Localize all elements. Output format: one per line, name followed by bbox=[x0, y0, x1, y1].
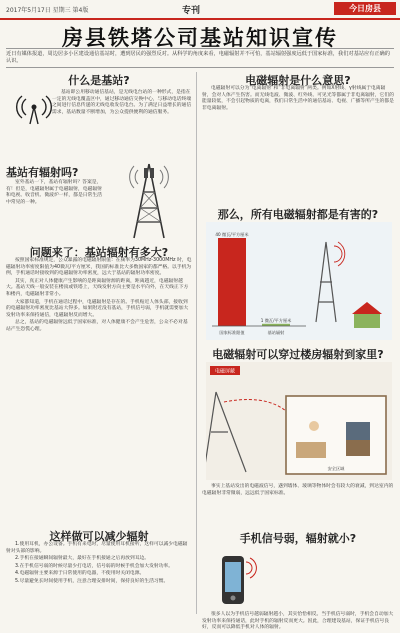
r4-body: 很多人以为手机信号越弱辐射越小，其实恰恰相反。当手机信号弱时，手机会自动加大发射功率来保持通话，此时手机的辐射反而更大。因此，合理建设基站，保证手机信号良好，反而可以降低手机对人体的辐射。 bbox=[202, 612, 394, 631]
column-divider bbox=[196, 72, 197, 614]
sofa-icon bbox=[296, 442, 326, 458]
q1-body-wrap bbox=[52, 90, 192, 117]
lead-paragraph: 近日有媒体报道，周边居多小区建设通信基站时，遭到居民的强烈反对。从科学的角度来看，电磁辐射并不可怕，基站辐射强度远低于国家标准，我们对基站应有正确的认识。 bbox=[6, 48, 394, 68]
q4-tip: 5.尽量避免长时间使用手机，注意合理安排时间，保持良好的生活习惯。 bbox=[15, 578, 169, 584]
chart-value-label: 1 微瓦/平方厘米 bbox=[260, 317, 292, 323]
q3-paragraph: 按照国家标准规定，公众暴露的电磁辐射限值：在频率为30MHz-3000MHz 时，电磁辐射功率密度限值为40微瓦/平方厘米，我国的标准比大多数国家的都严格。以手机为例，手机通话时接收到的电磁辐射功率密度，远大于基站的辐射功率密度。 bbox=[6, 258, 192, 277]
newspaper-brand: 今日房县 bbox=[334, 2, 396, 15]
q3-paragraph: 大家都知道，手机在通话过程中，电磁辐射是存在的。手机贴近人体头部，接收到的电磁辐射功率密度比基站大得多。如果附近没有基站，手机信号弱，手机就需要加大发射功率来保持通信，电磁辐射反而增大。 bbox=[6, 299, 189, 318]
building-shielding-illustration bbox=[206, 362, 392, 480]
issue-date: 2017年5月17日 星期三 第4版 bbox=[6, 7, 89, 14]
r3-heading: 电磁辐射可以穿过楼房辐射到家里? bbox=[212, 348, 384, 361]
q4-tip: 1.使用耳机，办公设备。手机有来电时，尽量使用耳机接听，这样可以减少电磁辐射对头部的影响。 bbox=[6, 542, 188, 554]
q3-paragraph: 总之，基站的电磁辐射远低于国家标准，对人体健康不会产生危害，公众不必对基站产生恐慌心理。 bbox=[6, 320, 188, 332]
r3-body-wrap bbox=[202, 484, 394, 498]
r4-body-wrap bbox=[202, 612, 394, 633]
chart-bar-1 bbox=[218, 238, 246, 326]
masthead bbox=[0, 0, 400, 20]
chart-value-label: 40 微瓦/平方厘米 bbox=[215, 232, 249, 237]
antenna-icon bbox=[14, 91, 54, 125]
q4-tip: 3.在手机信号弱的时候尽量少打电话，信号弱的时候手机会加大发射功率。 bbox=[15, 563, 174, 569]
cell-tower-icon bbox=[116, 160, 182, 240]
r3-body: 事实上基站发出的电磁波信号，遇到墙体、玻璃等物体时会有较大的衰减，到达室内的电磁辐射非常微弱，远远低于国家标准。 bbox=[202, 484, 394, 496]
chart-category-label: 基站辐射 bbox=[267, 330, 285, 335]
q4-tip: 2.手机在接通瞬间辐射最大，最好在手机接通之后再放到耳边。 bbox=[15, 556, 150, 562]
phone-icon bbox=[208, 550, 258, 610]
safe-zone-label: 安全区域 bbox=[327, 466, 345, 471]
q3-heading: 问题来了：基站辐射有多大? bbox=[29, 246, 169, 259]
room-wall bbox=[286, 396, 386, 474]
r2-heading: 那么，所有电磁辐射都是有害的? bbox=[217, 208, 379, 221]
r1-body: 电磁辐射可以分为“电离辐射”和“非电离辐射”两类。例如X射线、γ射线属于电离辐射，会对人体产生伤害。而无线电波、微波、红外线、可见光等都属于非电离辐射，它们的能量较低，不会引起物质的电离，我们日常生活中的通信基站、电视、广播等所产生的都是非电离辐射。 bbox=[202, 86, 394, 111]
q4-body-wrap bbox=[6, 542, 192, 587]
section-label: 专刊 bbox=[182, 6, 201, 16]
r4-heading: 手机信号弱，辐射就小? bbox=[239, 532, 357, 545]
cabinet-icon bbox=[346, 440, 370, 456]
q2-body: 室外基站一下，基站有辐射吗？答案是，有！但是，电磁辐射属于电磁辐射，电磁辐射和电视、收音机、微波炉一样，都是日常生活中常见的一种。 bbox=[6, 180, 102, 205]
q1-body: 基站即公用移动通信基站，是无线电台站的一种形式，是指在一定的无线电覆盖区中，通过移动通信交换中心，与移动电话终端之间进行信息传递的无线电收发信电台。为了满足日益增长的通信需求，基站数量不断增加，为公众提供便利的通信服务。 bbox=[52, 90, 192, 115]
chart-house-icon bbox=[354, 314, 380, 328]
r1-heading: 电磁辐射是什么意思? bbox=[245, 74, 351, 87]
radiation-comparison-chart bbox=[206, 222, 392, 340]
chart-category-label: 国家标准限值 bbox=[219, 330, 245, 335]
q1-heading: 什么是基站? bbox=[68, 74, 130, 87]
left-column bbox=[6, 72, 192, 584]
r1-body-wrap bbox=[202, 86, 394, 113]
page-headline: 房县铁塔公司基站知识宣传 bbox=[62, 25, 338, 50]
q4-tip: 4.电磁辐射主要来源于日常使用的电器，不使用时关闭电源。 bbox=[15, 571, 145, 577]
person-icon bbox=[309, 421, 319, 431]
shield-tag: 电磁屏蔽 bbox=[214, 368, 236, 375]
q2-heading: 基站有辐射吗? bbox=[6, 166, 79, 179]
q4-heading: 这样做可以减少辐射 bbox=[49, 530, 149, 543]
q2-body-wrap bbox=[6, 180, 104, 207]
q3-paragraph: 其实，真正对人体健康产生影响的是距离辐射源的距离，距离越近，电磁辐射越大。基站天线一般安装在楼顶或铁塔上，天线发射方向主要是水平向外，在天线正下方和楼内，电磁辐射非常小。 bbox=[6, 278, 189, 297]
q3-body-wrap bbox=[6, 258, 192, 335]
tv-icon bbox=[346, 422, 370, 440]
